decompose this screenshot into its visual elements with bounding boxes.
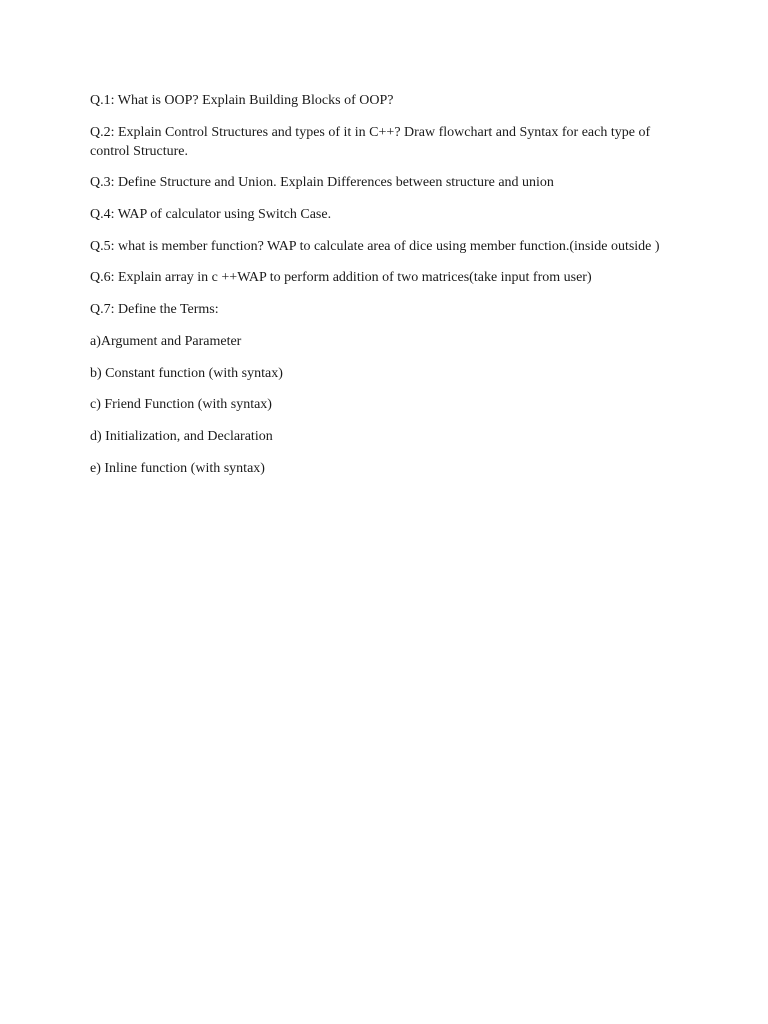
term-b: b) Constant function (with syntax) <box>90 365 283 381</box>
question-5: Q.5: what is member function? WAP to calculate area of dice using member function.(inside outside ) <box>90 238 660 254</box>
question-7: Q.7: Define the Terms: <box>90 302 219 318</box>
term-e: e) Inline function (with syntax) <box>90 460 265 476</box>
question-1: Q.1: What is OOP? Explain Building Blocks of OOP? <box>90 93 394 108</box>
term-c: c) Friend Function (with syntax) <box>90 397 272 413</box>
term-d: d) Initialization, and Declaration <box>90 428 273 444</box>
question-4: Q.4: WAP of calculator using Switch Case. <box>90 207 332 223</box>
question-3: Q.3: Define Structure and Union. Explain Differences between structure and union <box>90 175 554 191</box>
question-6: Q.6: Explain array in c ++WAP to perform addition of two matrices(take input from user) <box>90 270 592 286</box>
question-2: Q.2: Explain Control Structures and types of it in C++? Draw flowchart and Syntax for each type of control Structure. <box>90 124 651 159</box>
document-body <box>90 91 680 490</box>
term-a: a)Argument and Parameter <box>90 333 242 349</box>
